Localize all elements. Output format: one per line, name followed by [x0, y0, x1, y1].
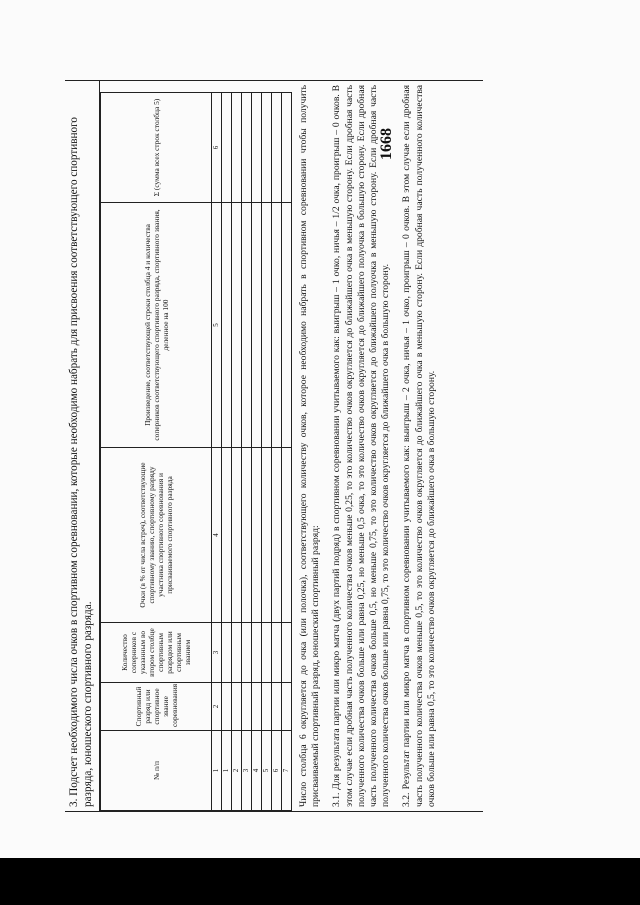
table-cell: [282, 683, 292, 731]
table-cell: [232, 623, 242, 683]
table-cell: [252, 623, 262, 683]
rounding-note-paragraph: Число столбца 6 округляется до очка (или полочка), соответствующего количеству очков, которое необходимо набрать в спортивном соревновании чтобы получить присваиваемый спортивный разряд, юношеский спортивный разряд:: [298, 85, 322, 807]
column-number: 2: [212, 683, 222, 731]
table-cell: 3: [242, 731, 252, 811]
table-cell: [262, 448, 272, 623]
table-cell: [222, 623, 232, 683]
header-cell: Σ (сумма всех строк столбца 5): [101, 93, 212, 203]
table-cell: [222, 683, 232, 731]
column-number: 5: [212, 203, 222, 448]
column-number: 3: [212, 623, 222, 683]
table-header-row: [101, 93, 212, 811]
table-cell: [242, 623, 252, 683]
table-cell: [282, 93, 292, 203]
header-cell: Очки (в % от числа встреч), соответствующие спортивному званию, спортивному разряду участника спортивного соревнования и присваиваемого спортивного разряда: [101, 448, 212, 623]
table-cell: [242, 683, 252, 731]
table-row: [222, 93, 232, 811]
table-cell: [282, 623, 292, 683]
header-cell: Произведение, соответствующей строки столбца 4 и количества соперников соответствующего спортивного разряда, спортивного звания, деленное на 100: [101, 203, 212, 448]
table-row: [272, 93, 282, 811]
table-cell: [262, 203, 272, 448]
table-cell: 7: [282, 731, 292, 811]
rule-3-2-paragraph: 3.2. Результат партии или микро матча в спортивном соревновании учитываемого как: выигрыш – 2 очка, ничья – 1 очко, проигрыш – 0 очков. В этом случае если дробная часть полученного количества очков меньше 0,5, то это количество очков округляется до ближайшего очка в меньшую сторону. Если дробная часть полученного количества очков больше или равна 0,5, то это количество очков округляется до ближайшего очка в большую сторону.: [401, 85, 437, 807]
column-number: 6: [212, 93, 222, 203]
table-cell: 6: [272, 731, 282, 811]
table-cell: [252, 448, 262, 623]
header-cell: № п/п: [101, 731, 212, 811]
table-row: [262, 93, 272, 811]
column-number: 1: [212, 731, 222, 811]
section-title: 3. Подсчет необходимого числа очков в спортивном соревновании, которые необходимо набрать для присвоения соответствующего спортивного разряда, юношеского спортивного разряда.: [65, 81, 100, 811]
table-cell: [232, 448, 242, 623]
table-cell: [232, 683, 242, 731]
scan-bottom-border: [0, 858, 640, 905]
table-cell: [232, 93, 242, 203]
rule-3-1-paragraph: 3.1. Для результата партии или микро матча (двух партий подряд) в спортивном соревновании учитываемого как: выигрыш – 1 очко, ничья – 1/2 очка, проигрыш – 0 очков. В этом случае если дробная часть полученного количества очков меньше 0,25, то это количество очков округляется до ближайшего очка в меньшую сторону. Если дробная часть полученного количества очков больше или равна 0,25, но меньше 0,5 очка, то это количество очков округляется до ближайшего полуочка в большую сторону. Если дробная часть полученного количества очков больше 0,5, но меньше 0,75, то это количество очков округляется до ближайшего полуочка в меньшую сторону. Если дробная часть полученного количества очков больше или равна 0,75, то это количество очков округляется до ближайшего очка в большую сторону.: [331, 85, 392, 807]
table-cell: [272, 203, 282, 448]
table-cell: [222, 93, 232, 203]
page-number: 1668: [378, 128, 395, 160]
table-cell: [242, 93, 252, 203]
table-cell: [272, 448, 282, 623]
table-cell: [282, 203, 292, 448]
table-row: [282, 93, 292, 811]
table-cell: [262, 683, 272, 731]
table-cell: [252, 203, 262, 448]
table-cell: 5: [262, 731, 272, 811]
table-row: [252, 93, 262, 811]
header-cell: Количество соперников с указанным во втором столбце спортивным разрядом или спортивным званием: [101, 623, 212, 683]
table-cell: 2: [232, 731, 242, 811]
table-cell: [242, 448, 252, 623]
table-cell: [272, 623, 282, 683]
table-cell: 4: [252, 731, 262, 811]
rotated-document-body: [65, 80, 483, 812]
column-number: 4: [212, 448, 222, 623]
table-row: [242, 93, 252, 811]
score-table: [100, 92, 292, 811]
table-cell: [222, 448, 232, 623]
table-row: [232, 93, 242, 811]
table-cell: [262, 93, 272, 203]
table-cell: [242, 203, 252, 448]
table-cell: [272, 683, 282, 731]
table-cell: [272, 93, 282, 203]
table-cell: [252, 683, 262, 731]
column-number-row: [212, 93, 222, 811]
header-cell: Спортивный разряд или спортивное звание соревнования: [101, 683, 212, 731]
table-cell: [222, 203, 232, 448]
table-cell: [282, 448, 292, 623]
table-cell: [252, 93, 262, 203]
table-cell: [232, 203, 242, 448]
table-cell: [262, 623, 272, 683]
table-cell: 1: [222, 731, 232, 811]
